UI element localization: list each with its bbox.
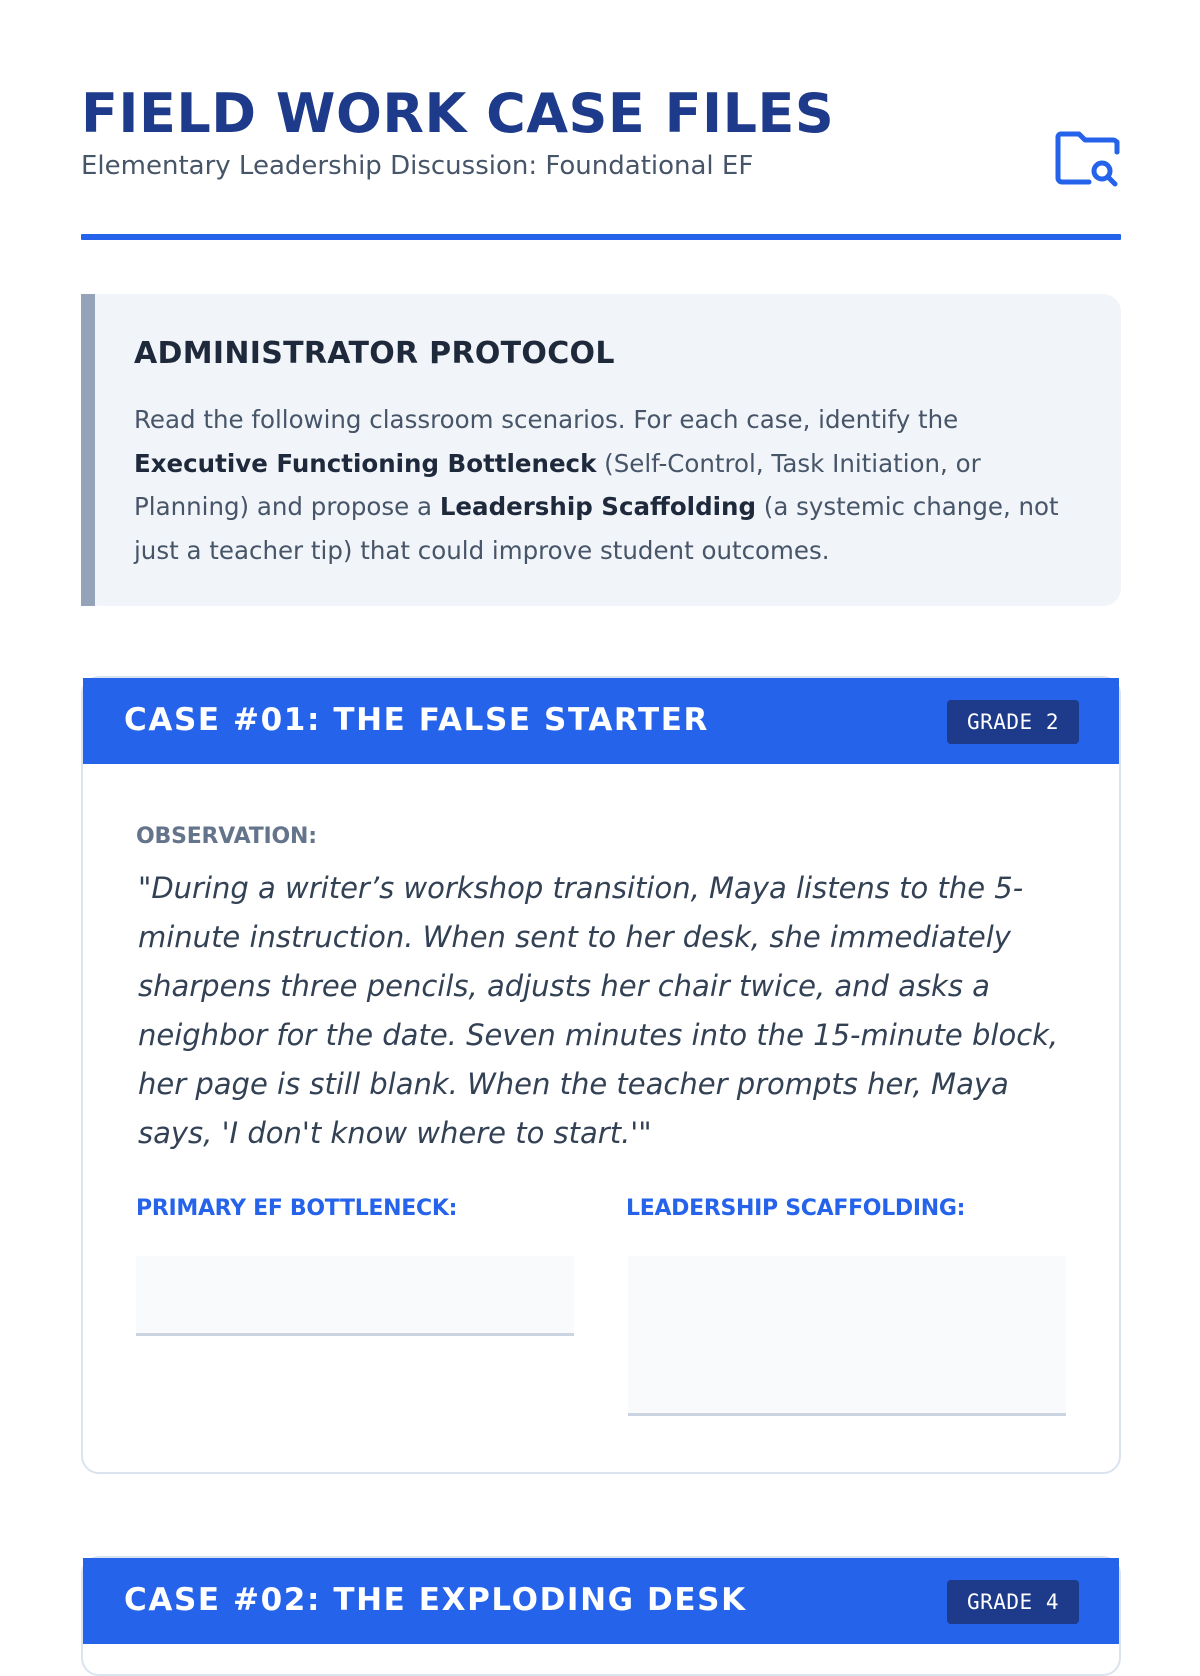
observation-text: "During a writer’s workshop transition, Maya listens to the 5-minute instruction. When sent to her desk, she immediately sharpens three pencils, adjusts her chair twice, and asks a neighbor for the date. Seven minutes into the 15-minute block, her page is still blank. When the teacher prompts her, Maya says, 'I don't know where to start.'"	[138, 871, 1059, 1150]
protocol-bold-scaffolding: Leadership Scaffolding	[439, 492, 756, 521]
grade-badge: GRADE 2	[947, 700, 1079, 744]
case-title: CASE #01: THE FALSE STARTER	[124, 702, 709, 738]
protocol-bold-bottleneck: Executive Functioning Bottleneck	[134, 448, 597, 478]
protocol-text-part: (Self-Control, Task Initiation, or Planning) and propose a	[134, 448, 981, 521]
case-header	[83, 678, 1119, 764]
protocol-text-part: (a systemic change, not just a teacher tip) that could improve student outcomes.	[134, 492, 1059, 565]
observation-label: OBSERVATION:	[136, 824, 317, 849]
bottleneck-input[interactable]	[136, 1256, 574, 1336]
scaffolding-label: LEADERSHIP SCAFFOLDING:	[626, 1196, 966, 1221]
case-header	[83, 1558, 1119, 1644]
case-card	[81, 676, 1121, 1474]
header-divider	[81, 234, 1121, 240]
folder-search-icon	[1055, 128, 1121, 188]
page-header	[81, 80, 1121, 240]
case-card	[81, 1556, 1121, 1676]
grade-badge: GRADE 4	[947, 1580, 1079, 1624]
page-title: FIELD WORK CASE FILES	[81, 82, 835, 145]
scaffolding-input[interactable]	[628, 1256, 1066, 1416]
protocol-text-part: Read the following classroom scenarios. For each case, identify the	[134, 405, 959, 434]
protocol-accent-bar	[81, 294, 95, 606]
protocol-text	[134, 398, 1084, 572]
protocol-title: ADMINISTRATOR PROTOCOL	[134, 336, 615, 371]
protocol-panel	[81, 294, 1121, 606]
bottleneck-label: PRIMARY EF BOTTLENECK:	[136, 1196, 458, 1221]
case-title: CASE #02: THE EXPLODING DESK	[124, 1582, 747, 1618]
page-subtitle: Elementary Leadership Discussion: Foundational EF	[81, 151, 754, 181]
